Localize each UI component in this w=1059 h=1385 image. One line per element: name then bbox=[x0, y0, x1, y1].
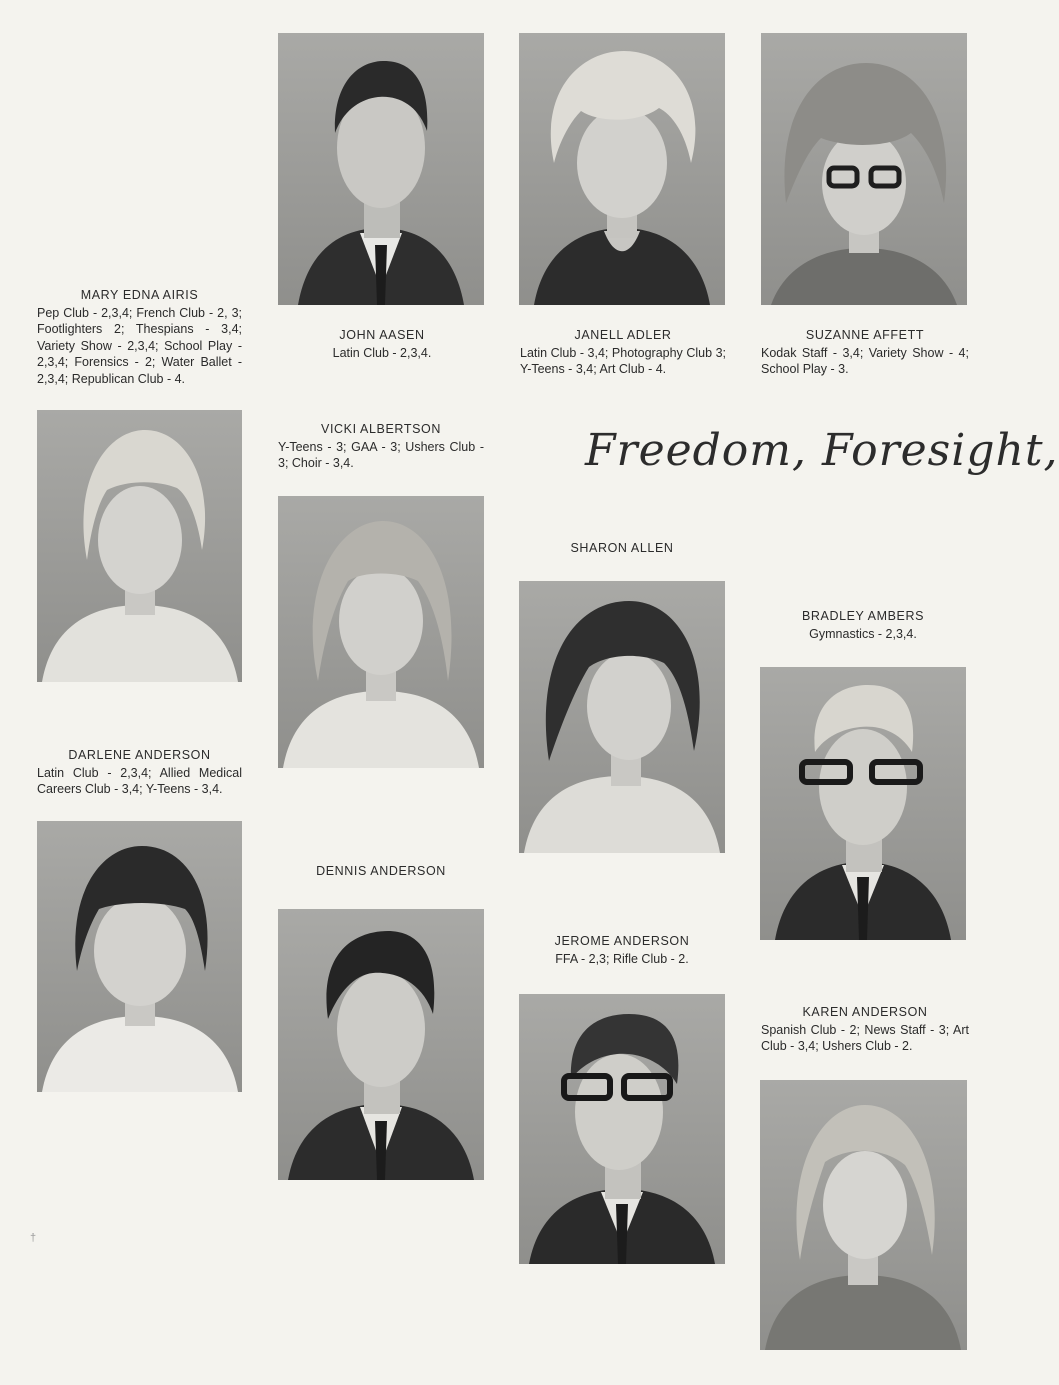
student-caption bbox=[37, 747, 242, 798]
student-caption bbox=[278, 421, 484, 472]
portrait-photo-john-aasen bbox=[278, 33, 484, 305]
portrait-photo-sharon-allen bbox=[519, 581, 725, 853]
student-name: JOHN AASEN bbox=[339, 328, 425, 342]
portrait-photo-dennis-anderson bbox=[278, 909, 484, 1180]
student-activities: Pep Club - 2,3,4; French Club - 2, 3; Footlighters 2; Thespians - 3,4; Variety Show - 2,3,4; School Play - 2,3,4; Forensics - 2; Water Ballet - 2,3,4; Republican Club - 4. bbox=[37, 305, 242, 386]
student-caption bbox=[761, 1004, 969, 1055]
portrait-photo-vicki-albertson bbox=[278, 496, 484, 768]
portrait-photo-jerome-anderson bbox=[519, 994, 725, 1264]
student-activities: FFA - 2,3; Rifle Club - 2. bbox=[555, 951, 689, 966]
student-activities: Gymnastics - 2,3,4. bbox=[809, 626, 917, 641]
student-activities: Latin Club - 2,3,4. bbox=[332, 345, 432, 360]
portrait-photo-darlene-anderson bbox=[37, 821, 242, 1092]
student-name: DARLENE ANDERSON bbox=[68, 748, 211, 762]
student-name: KAREN ANDERSON bbox=[802, 1005, 928, 1019]
student-caption bbox=[278, 863, 484, 881]
student-name: DENNIS ANDERSON bbox=[316, 864, 446, 878]
student-activities: Latin Club - 3,4; Photography Club 3; Y-Teens - 3,4; Art Club - 4. bbox=[520, 345, 726, 376]
student-activities: Kodak Staff - 3,4; Variety Show - 4; School Play - 3. bbox=[761, 345, 969, 376]
student-caption bbox=[519, 540, 725, 558]
student-name: BRADLEY AMBERS bbox=[801, 609, 925, 623]
portrait-photo-suzanne-affett bbox=[761, 33, 967, 305]
student-activities: Spanish Club - 2; News Staff - 3; Art Club - 3,4; Ushers Club - 2. bbox=[761, 1022, 969, 1053]
student-activities: Y-Teens - 3; GAA - 3; Ushers Club - 3; Choir - 3,4. bbox=[278, 439, 484, 470]
yearbook-slogan: Freedom, Foresight, bbox=[585, 425, 1059, 476]
student-name: JEROME ANDERSON bbox=[554, 934, 690, 948]
portrait-photo-karen-anderson bbox=[760, 1080, 967, 1350]
student-caption bbox=[37, 287, 242, 387]
student-activities: Latin Club - 2,3,4; Allied Medical Careers Club - 3,4; Y-Teens - 3,4. bbox=[37, 765, 242, 796]
student-name: VICKI ALBERTSON bbox=[321, 422, 441, 436]
portrait-photo-mary-edna-airis bbox=[37, 410, 242, 682]
student-caption bbox=[327, 327, 437, 361]
student-caption bbox=[761, 327, 969, 378]
portrait-photo-janell-adler bbox=[519, 33, 725, 305]
student-caption bbox=[520, 327, 726, 378]
student-name: SUZANNE AFFETT bbox=[805, 328, 925, 342]
student-caption bbox=[519, 933, 725, 967]
student-name: JANELL ADLER bbox=[574, 328, 672, 342]
student-caption bbox=[760, 608, 966, 642]
student-name: MARY EDNA AIRIS bbox=[80, 288, 199, 302]
student-name: SHARON ALLEN bbox=[570, 541, 674, 555]
margin-mark: † bbox=[30, 1232, 37, 1244]
portrait-photo-bradley-ambers bbox=[760, 667, 966, 940]
